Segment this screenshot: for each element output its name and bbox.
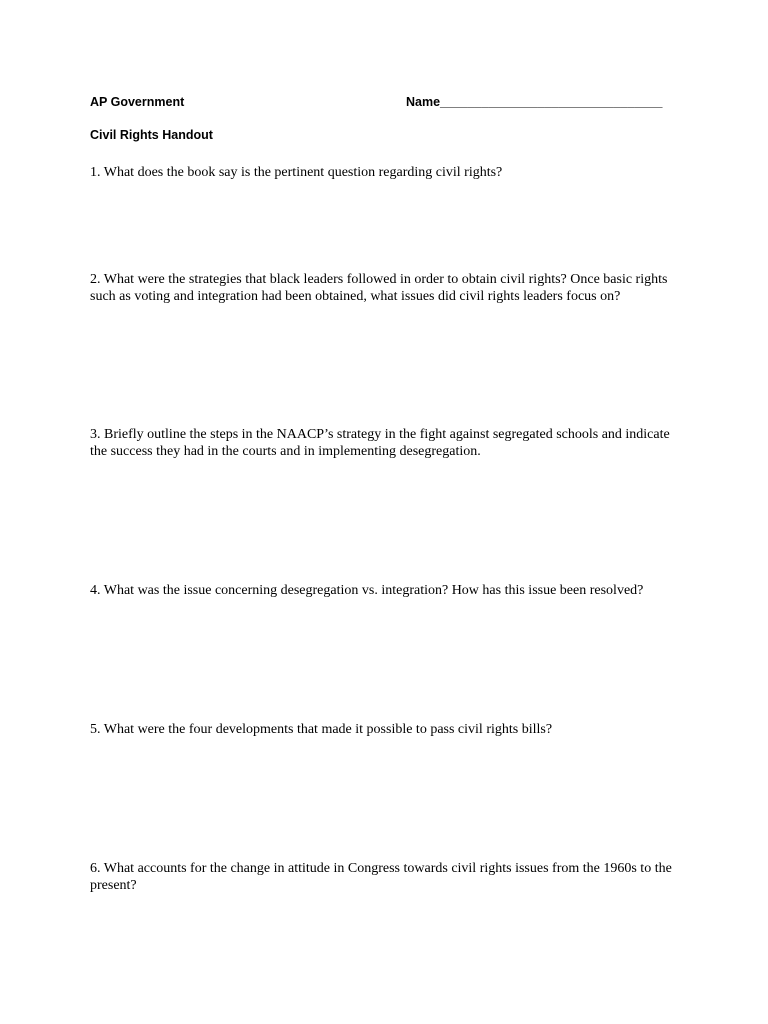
course-title: AP Government [90,95,185,109]
question-1: 1. What does the book say is the pertinent question regarding civil rights? [90,165,503,180]
name-field-label: Name________________________________ [406,95,663,109]
question-2: 2. What were the strategies that black leaders followed in order to obtain civil rights? Once basic rights such as voting and integration had been obtained, what issues did civil rights leaders focus on? [90,272,668,304]
question-5: 5. What were the four developments that made it possible to pass civil rights bills? [90,722,553,737]
question-6: 6. What accounts for the change in attitude in Congress towards civil rights issues from the 1960s to the present? [90,861,672,893]
question-4: 4. What was the issue concerning desegregation vs. integration? How has this issue been resolved? [90,583,644,598]
handout-title: Civil Rights Handout [90,128,213,142]
question-3: 3. Briefly outline the steps in the NAACP’s strategy in the fight against segregated schools and indicate the success they had in the courts and in implementing desegregation. [90,427,670,459]
